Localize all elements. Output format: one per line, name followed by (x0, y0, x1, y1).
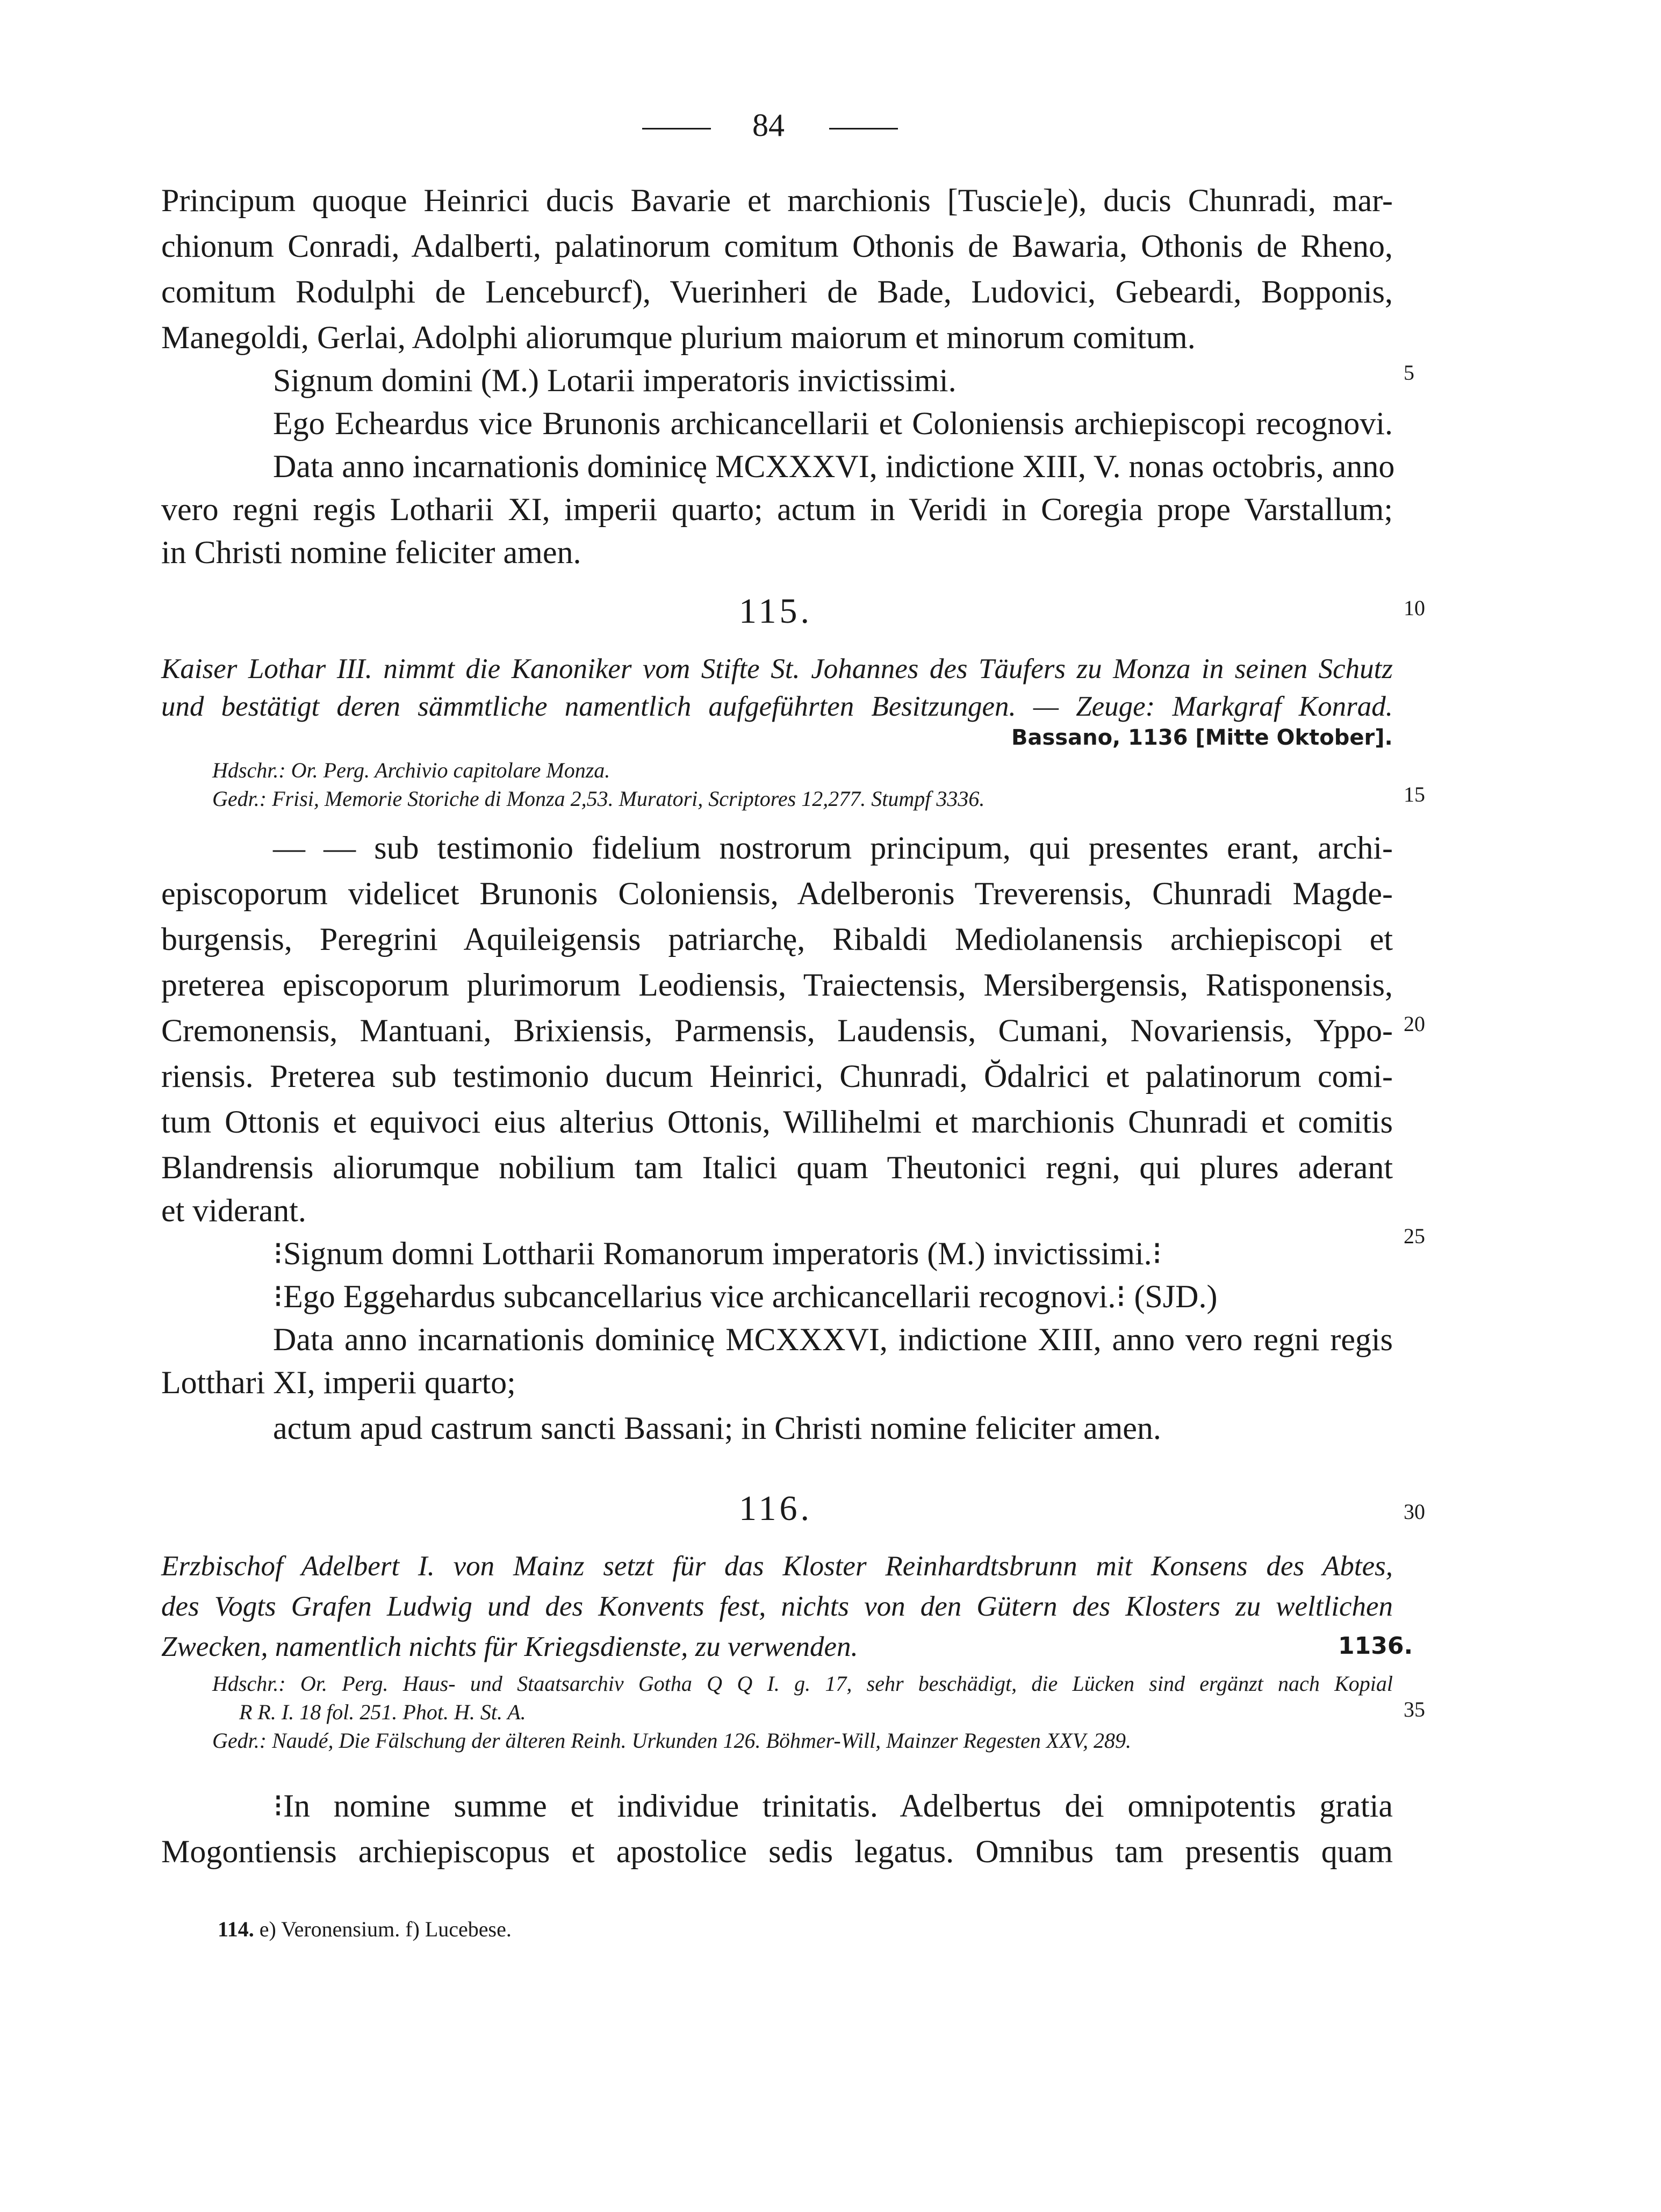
source-line: R R. I. 18 fol. 251. Phot. H. St. A. (239, 1700, 526, 1724)
source-line: Hdschr.: Or. Perg. Haus- und Staatsarchiv Gotha Q Q I. g. 17, sehr beschädigt, die Lücken sind ergänzt nach Kopial (212, 1671, 1393, 1696)
text-line: episcoporum videlicet Brunonis Coloniensis, Adelberonis Treverensis, Chunradi Magde- (161, 876, 1393, 911)
text-line: Data anno incarnationis dominicę MCXXXVI, indictione XIII, anno vero regni regis (273, 1322, 1393, 1357)
summary-line: Kaiser Lothar III. nimmt die Kanoniker vom Stifte St. Johannes des Täufers zu Monza in seinen Schutz (161, 653, 1393, 685)
doc-115-number: 115. (739, 592, 813, 631)
summary-line: des Vogts Grafen Ludwig und des Konvents fest, nichts von den Gütern des Klosters zu weltlichen (161, 1591, 1393, 1622)
text-line: chionum Conradi, Adalberti, palatinorum comitum Othonis de Bawaria, Othonis de Rheno, (161, 228, 1393, 264)
text-line: ⁝In nomine summe et individue trinitatis. Adelbertus dei omnipotentis gratia (273, 1788, 1393, 1824)
text-line: burgensis, Peregrini Aquileigensis patriarchę, Ribaldi Mediolanensis archiepiscopi et (161, 921, 1393, 957)
doc-115-place-date: Bassano, 1136 [Mitte Oktober]. (1011, 725, 1393, 750)
summary-line: Zwecken, namentlich nichts für Kriegsdienste, zu verwenden. (161, 1631, 858, 1662)
text-line: Blandrensis aliorumque nobilium tam Italici quam Theutonici regni, qui plures aderant (161, 1150, 1393, 1185)
text-line: riensis. Preterea sub testimonio ducum Heinrici, Chunradi, Ŏdalrici et palatinorum comi- (161, 1058, 1393, 1094)
line-number: 15 (1404, 782, 1425, 806)
summary-line: Erzbischof Adelbert I. von Mainz setzt für das Kloster Reinhardtsbrunn mit Konsens des Abtes, (161, 1551, 1393, 1582)
text-line: ⁝Signum domni Lottharii Romanorum imperatoris (M.) invictissimi.⁝ (273, 1236, 1162, 1271)
line-number: 20 (1404, 1012, 1425, 1036)
summary-line: und bestätigt deren sämmtliche namentlich aufgeführten Besitzungen. — Zeuge: Markgraf Konrad. (161, 691, 1393, 722)
line-number: 25 (1404, 1224, 1425, 1248)
text-line: Data anno incarnationis dominicę MCXXXVI, indictione XIII, V. nonas octobris, anno (273, 449, 1395, 484)
text-line: — — sub testimonio fidelium nostrorum principum, qui presentes erant, archi- (273, 830, 1393, 866)
text-line: Lotthari XI, imperii quarto; (161, 1365, 516, 1400)
text-line: vero regni regis Lotharii XI, imperii quarto; actum in Veridi in Coregia prope Varstallum; (161, 492, 1393, 527)
page-number: 84 (752, 107, 785, 143)
doc-116-number: 116. (739, 1489, 813, 1528)
text-line: actum apud castrum sancti Bassani; in Christi nomine feliciter amen. (273, 1410, 1161, 1446)
footnote-text: e) Veronensium. f) Lucebese. (259, 1917, 512, 1941)
source-line: Gedr.: Frisi, Memorie Storiche di Monza 2,53. Muratori, Scriptores 12,277. Stumpf 3336. (212, 787, 985, 811)
line-number: 5 (1404, 361, 1414, 385)
line-number: 30 (1404, 1500, 1425, 1524)
text-line: et viderant. (161, 1193, 306, 1228)
line-number: 35 (1404, 1697, 1425, 1721)
source-line: Hdschr.: Or. Perg. Archivio capitolare Monza. (212, 758, 610, 782)
doc-116-date: 1136. (1338, 1632, 1413, 1660)
footnote (218, 1914, 512, 1945)
text-line: ⁝Ego Eggehardus subcancellarius vice archicancellarii recognovi.⁝ (SJD.) (273, 1279, 1218, 1314)
text-line: Cremonensis, Mantuani, Brixiensis, Parmensis, Laudensis, Cumani, Novariensis, Yppo- (161, 1013, 1393, 1048)
header-rule-left (642, 128, 711, 129)
text-line: comitum Rodulphi de Lenceburcf), Vuerinheri de Bade, Ludovici, Gebeardi, Bopponis, (161, 274, 1393, 309)
line-number: 10 (1404, 596, 1425, 620)
text-line: Principum quoque Heinrici ducis Bavarie et marchionis [Tuscie]e), ducis Chunradi, mar- (161, 183, 1393, 218)
text-line: Manegoldi, Gerlai, Adolphi aliorumque plurium maiorum et minorum comitum. (161, 320, 1196, 355)
header-rule-right (829, 128, 898, 129)
text-line: Mogontiensis archiepiscopus et apostolice sedis legatus. Omnibus tam presentis quam (161, 1834, 1393, 1869)
text-line: in Christi nomine feliciter amen. (161, 535, 581, 570)
text-line: preterea episcoporum plurimorum Leodiensis, Traiectensis, Mersibergensis, Ratisponensis, (161, 967, 1393, 1003)
footnote-label: 114. (218, 1917, 254, 1941)
text-line: Signum domini (M.) Lotarii imperatoris invictissimi. (273, 363, 957, 398)
text-line: Ego Echeardus vice Brunonis archicancellarii et Coloniensis archiepiscopi recognovi. (273, 406, 1393, 441)
text-line: tum Ottonis et equivoci eius alterius Ottonis, Willihelmi et marchionis Chunradi et comitis (161, 1104, 1393, 1140)
source-line: Gedr.: Naudé, Die Fälschung der älteren Reinh. Urkunden 126. Böhmer-Will, Mainzer Regesten XXV, 289. (212, 1728, 1131, 1753)
